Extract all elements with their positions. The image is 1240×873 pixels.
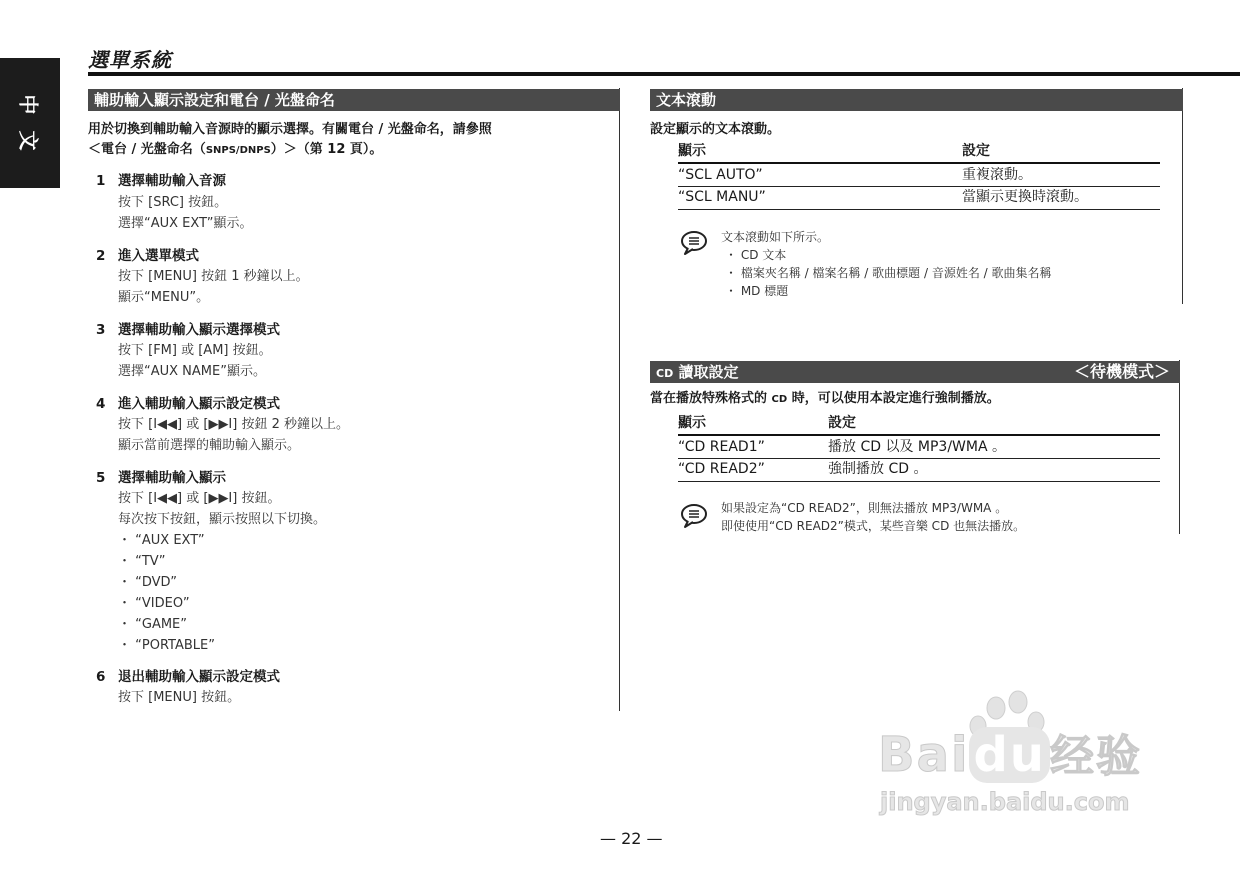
scroll-note: 文本滾動如下所示。 ・ CD 文本 ・ 檔案夾名稱 / 檔案名稱 / 歌曲標題 / 音源姓名 / 歌曲集名稱 ・ MD 標題 — [721, 230, 1052, 298]
step-3: 3 選擇輔助輸入顯示選擇模式 — [96, 322, 280, 338]
switch-option: ・ “PORTABLE” — [118, 638, 215, 653]
table-header-row — [678, 140, 1160, 162]
switch-option: ・ “TV” — [118, 554, 166, 569]
step-6-body: 按下 [MENU] 按鈕。 — [118, 690, 241, 705]
cdread-section-divider — [1179, 360, 1180, 534]
scroll-settings-table: 顯示 設定 “SCL AUTO” 重複滾動。 “SCL MANU” 當顯示更換時滾動。 — [678, 140, 1160, 212]
switch-option: ・ “GAME” — [118, 617, 187, 632]
step-1-body: 按下 [SRC] 按鈕。 選擇“AUX EXT”顯示。 — [118, 195, 253, 231]
standby-mode-label: ＜待機模式＞ — [1073, 362, 1170, 381]
aux-intro-line-1: 用於切換到輔助輸入音源時的顯示選擇。有關電台 / 光盤命名，請參照 — [88, 122, 492, 137]
aux-section-header: 輔助輸入顯示設定和電台 / 光盤命名 — [88, 89, 620, 111]
cdread-section-header: CD 讀取設定 ＜待機模式＞ — [650, 361, 1180, 383]
aux-intro-line-2: ＜電台 / 光盤命名（SNPS/DNPS）＞（第 12 頁）。 — [88, 142, 383, 157]
scroll-section-header: 文本滾動 — [650, 89, 1183, 111]
switch-option: ・ “DVD” — [118, 575, 177, 590]
column-header-display: 顯示 — [678, 415, 706, 431]
step-5: 5 選擇輔助輸入顯示 — [96, 470, 226, 486]
step-3-body: 按下 [FM] 或 [AM] 按鈕。 選擇“AUX NAME”顯示。 — [118, 343, 272, 379]
column-header-setting: 設定 — [962, 143, 990, 159]
aux-intro — [88, 120, 492, 161]
step-2-body: 按下 [MENU] 按鈕 1 秒鐘以上。 顯示“MENU”。 — [118, 269, 309, 305]
table-header-row — [678, 412, 1160, 434]
column-header-setting: 設定 — [828, 415, 856, 431]
cdread-settings-table: 顯示 設定 “CD READ1” 播放 CD 以及 MP3/WMA 。 “CD READ2” 強制播放 CD 。 — [678, 412, 1160, 484]
switch-option: ・ “VIDEO” — [118, 596, 190, 611]
step-6: 6 退出輔助輸入顯示設定模式 — [96, 669, 280, 685]
watermark-url: jingyan.baidu.com — [880, 788, 1130, 816]
scroll-section-divider — [1182, 88, 1183, 304]
step-4-body: 按下 [I◀◀] 或 [▶▶I] 按鈕 2 秒鐘以上。 顯示當前選擇的輔助輸入顯示。 — [118, 417, 350, 453]
page-title: 選單系統 — [88, 48, 172, 72]
left-column-divider — [619, 88, 620, 711]
scroll-intro: 設定顯示的文本滾動。 — [650, 122, 781, 137]
language-side-tab — [0, 58, 60, 188]
step-2: 2 進入選單模式 — [96, 248, 199, 264]
baidu-watermark — [878, 690, 1178, 834]
step-1: 1 選擇輔助輸入音源 — [96, 173, 226, 189]
column-header-display: 顯示 — [678, 143, 706, 159]
note-speech-bubble-icon — [680, 503, 710, 529]
note-speech-bubble-icon — [680, 230, 710, 256]
cdread-note: 如果設定為“CD READ2”，則無法播放 MP3/WMA 。 即使使用“CD READ2”模式，某些音樂 CD 也無法播放。 — [721, 501, 1026, 533]
side-tab-char-1: 中 — [16, 94, 41, 115]
switch-option: ・ “AUX EXT” — [118, 533, 205, 548]
step-5-body: 按下 [I◀◀] 或 [▶▶I] 按鈕。 每次按下按鈕，顯示按照以下切換。 ・ “AUX EXT” ・ “TV” ・ “DVD” ・ “VIDEO” ・ “GAME” ・ “PORTABLE” — [118, 488, 326, 656]
cdread-intro: 當在播放特殊格式的 CD 時，可以使用本設定進行強制播放。 — [650, 391, 1000, 406]
watermark-brand-text: Baidu经验 — [878, 727, 1142, 783]
step-4: 4 進入輔助輸入顯示設定模式 — [96, 396, 280, 412]
page-number: — 22 — — [600, 829, 663, 848]
side-tab-char-2: 文 — [16, 130, 41, 151]
title-rule — [88, 72, 1240, 76]
